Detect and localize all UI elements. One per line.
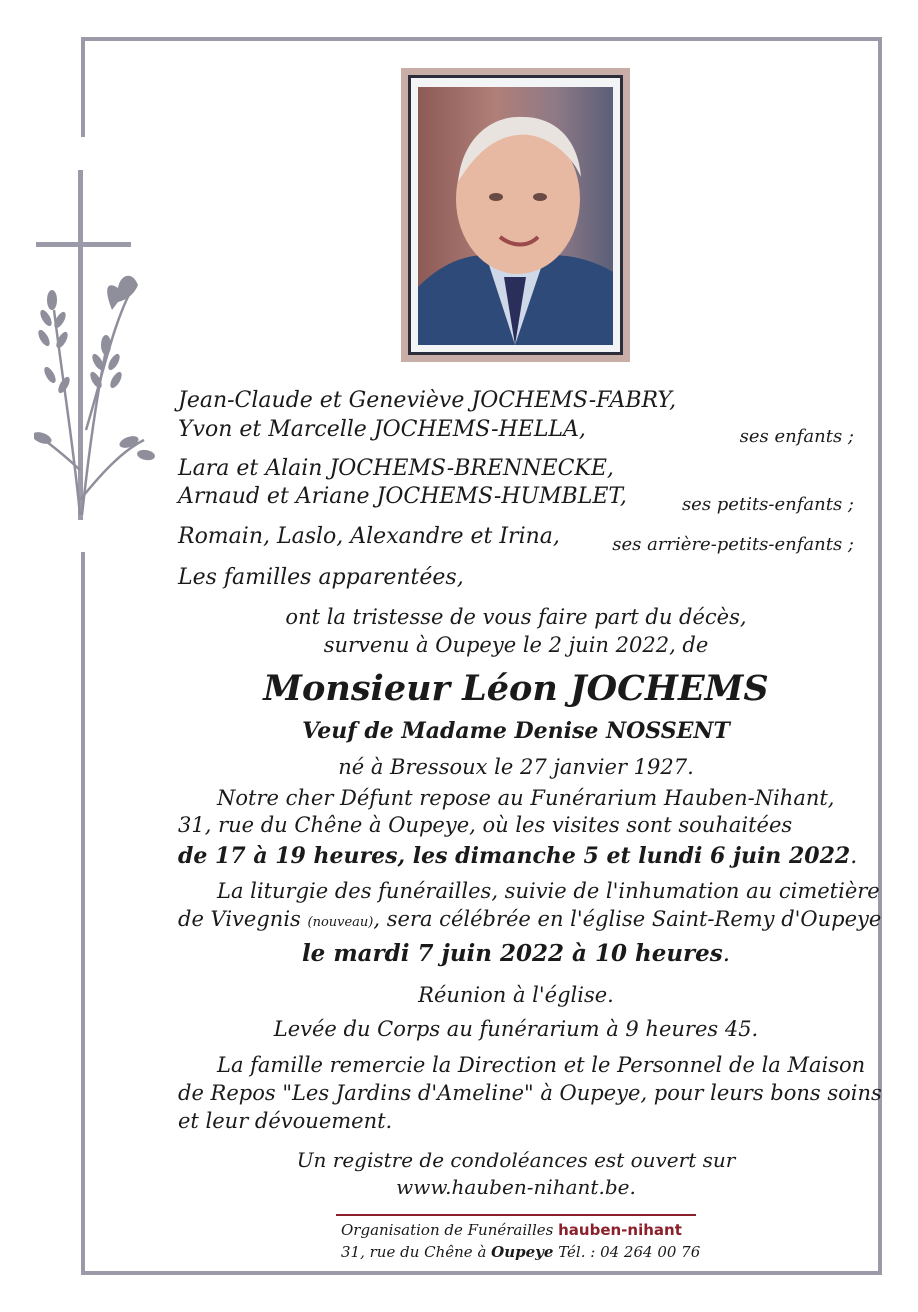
great-grandchildren-line: Romain, Laslo, Alexandre et Irina, xyxy=(178,524,560,549)
children-relation: ses enfants ; xyxy=(739,426,854,447)
footer-address xyxy=(341,1243,700,1261)
ceremony-new-note: (nouveau) xyxy=(307,915,374,930)
ceremony-line-2c: , sera célébrée en l'église Saint-Remy d'Oupeye xyxy=(373,907,882,931)
visits-line-1: Notre cher Défunt repose au Funérarium Hauben-Nihant, xyxy=(217,786,835,810)
ceremony-date-text: le mardi 7 juin 2022 à 10 heures xyxy=(301,940,723,967)
related-families: Les familles apparentées, xyxy=(178,565,464,590)
grandchildren-line-1: Lara et Alain JOCHEMS-BRENNECKE, xyxy=(178,456,614,481)
thanks-line-2: de Repos "Les Jardins d'Ameline" à Oupeye, pour leurs bons soins xyxy=(178,1081,882,1105)
footer-address-a: 31, rue du Chêne à xyxy=(341,1243,492,1261)
brand-logo: hauben-nihant xyxy=(558,1221,682,1239)
portrait-photo xyxy=(418,87,613,345)
border-bottom xyxy=(81,1271,882,1275)
visit-hours-text: de 17 à 19 heures, les dimanche 5 et lundi 6 juin 2022 xyxy=(178,843,851,869)
register-line-1: Un registre de condoléances est ouvert sur xyxy=(296,1148,736,1172)
ceremony-date xyxy=(178,940,854,967)
grandchildren-line-2: Arnaud et Ariane JOCHEMS-HUMBLET, xyxy=(178,484,627,509)
border-left-upper xyxy=(81,37,85,137)
great-grandchildren-relation: ses arrière-petits-enfants ; xyxy=(612,534,854,555)
children-line-1: Jean-Claude et Geneviève JOCHEMS-FABRY, xyxy=(178,388,677,413)
birth-line: né à Bressoux le 27 janvier 1927. xyxy=(338,755,694,779)
visit-hours xyxy=(178,843,858,869)
widower-line: Veuf de Madame Denise NOSSENT xyxy=(302,718,730,744)
visit-hours-dot: . xyxy=(850,844,858,869)
grandchildren-relation: ses petits-enfants ; xyxy=(681,494,854,515)
footer-phone: Tél. : 04 264 00 76 xyxy=(553,1243,701,1261)
announce-line-1: ont la tristesse de vous faire part du décès, xyxy=(285,605,747,629)
footer-org-label: Organisation de Funérailles xyxy=(341,1221,559,1239)
register-url[interactable]: www.hauben-nihant.be. xyxy=(396,1175,636,1199)
thanks-line-1: La famille remercie la Direction et le Personnel de la Maison xyxy=(217,1053,866,1077)
footer-organisation xyxy=(341,1221,682,1239)
footer-divider xyxy=(336,1214,696,1216)
border-top xyxy=(81,37,882,41)
deceased-name: Monsieur Léon JOCHEMS xyxy=(263,668,769,709)
ceremony-line-2a: de Vivegnis xyxy=(178,907,308,931)
footer-city: Oupeye xyxy=(491,1243,554,1261)
thanks-line-3: et leur dévouement. xyxy=(178,1109,393,1133)
meeting-line: Réunion à l'église. xyxy=(418,983,614,1007)
levee-line: Levée du Corps au funérarium à 9 heures 45. xyxy=(273,1017,759,1041)
portrait-frame xyxy=(401,68,630,362)
border-left-lower xyxy=(81,552,85,1275)
cross-wheat-butterfly-icon xyxy=(34,170,164,530)
announce-line-2: survenu à Oupeye le 2 juin 2022, de xyxy=(323,633,709,657)
ceremony-line-2 xyxy=(178,907,881,931)
children-line-2: Yvon et Marcelle JOCHEMS-HELLA, xyxy=(178,417,586,442)
visits-line-2: 31, rue du Chêne à Oupeye, où les visites sont souhaitées xyxy=(178,813,793,837)
ceremony-date-dot: . xyxy=(722,941,731,967)
ceremony-line-1: La liturgie des funérailles, suivie de l'inhumation au cimetière xyxy=(217,879,880,903)
